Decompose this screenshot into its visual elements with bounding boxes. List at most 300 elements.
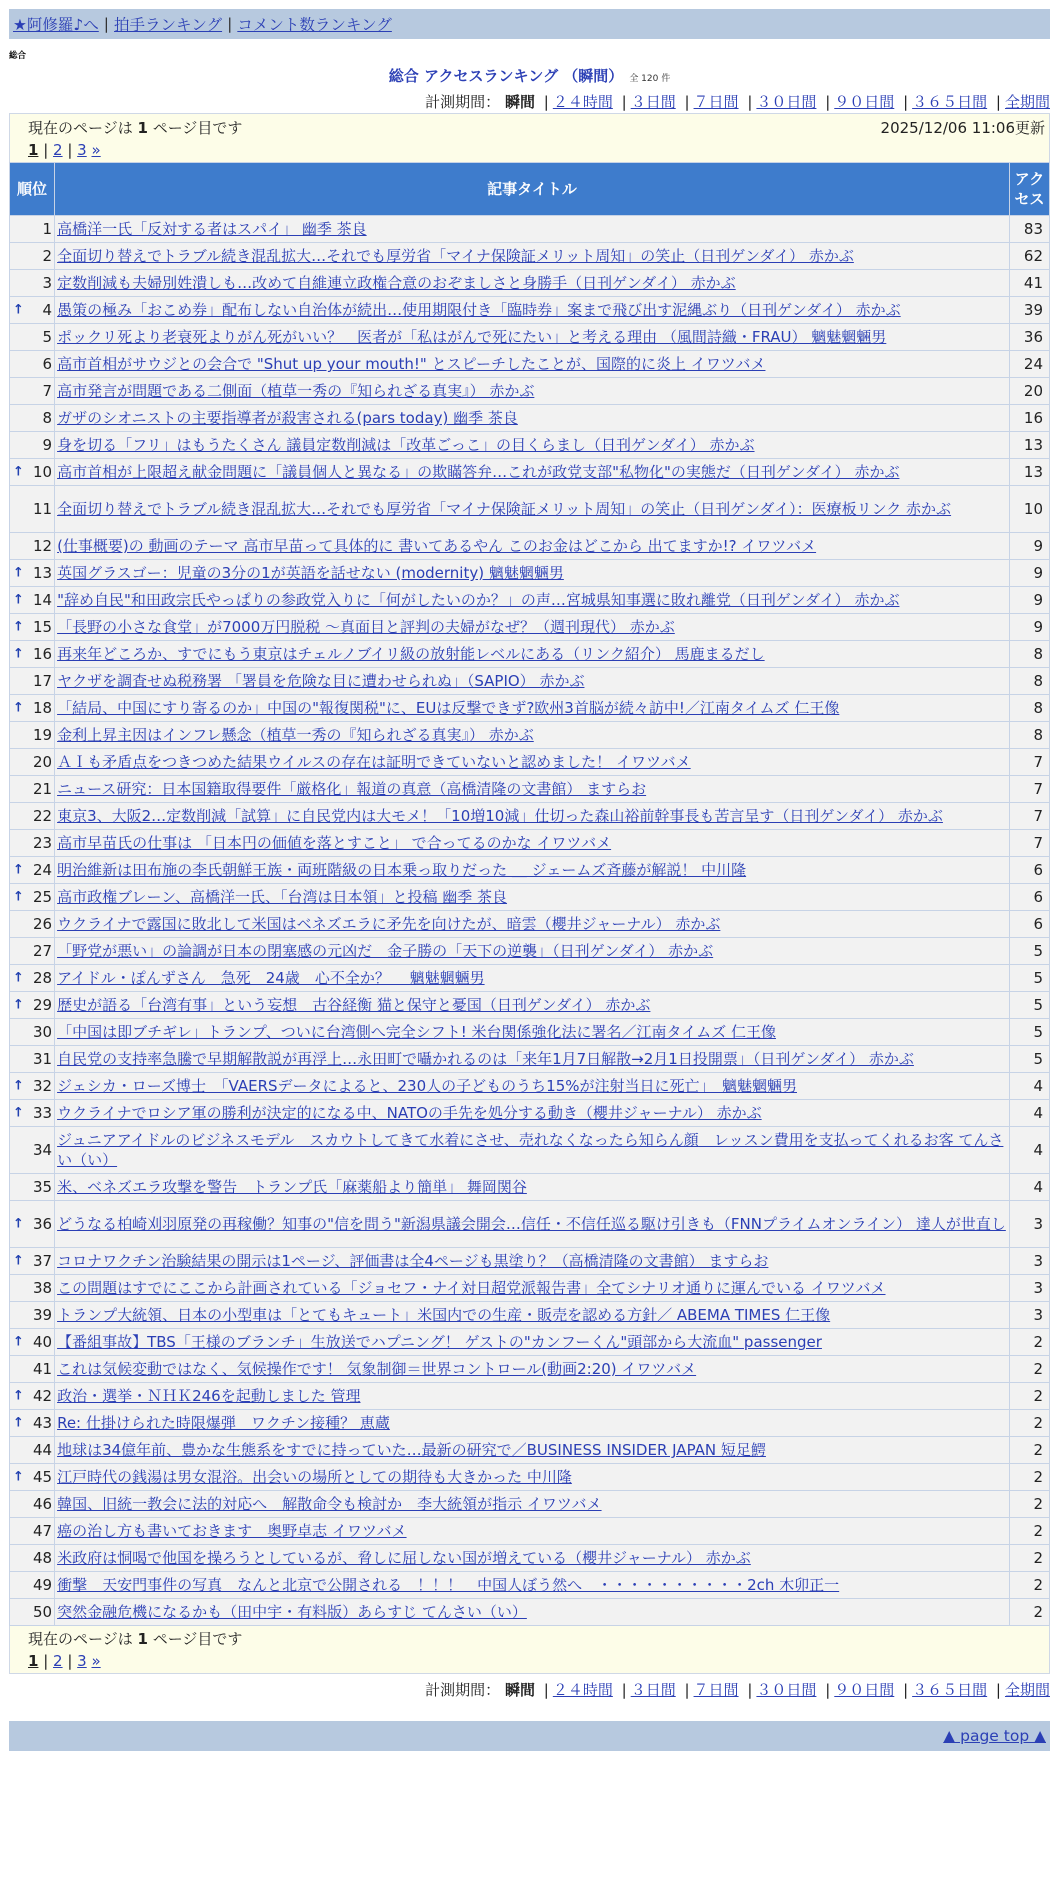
rank-number: 34 [32,1141,53,1159]
rank-up-arrow-icon: ↑ [13,1334,24,1350]
rank-cell [10,1019,54,1045]
rank-cell [10,938,54,964]
title-cell [55,722,1009,748]
period-link-3d[interactable]: ３日間 [630,1681,676,1699]
period-link-90d[interactable]: ９０日間 [834,1681,895,1699]
period-separator: | [825,1681,831,1699]
access-count: 5 [1010,1046,1049,1072]
rank-number: 40 [32,1333,53,1351]
article-title-link[interactable]: 身を切る「フリ」はもうたくさん 議員定数削減は「改革ごっこ」の目くらまし（日刊ゲンダイ） 赤かぶ [57,436,755,454]
nav-link-clap-ranking[interactable]: 拍手ランキング [114,16,223,34]
page-top-link[interactable]: ▲ page top ▲ [943,1727,1046,1745]
rank-up-arrow-icon: ↑ [13,464,24,480]
rank-number: 23 [32,834,53,852]
article-title-link[interactable]: ジェシカ・ローズ博士 「VAERSデータによると、230人の子どものうち15%が注射当日に死亡」 魑魅魍魎男 [57,1077,797,1095]
rank-number: 45 [32,1468,53,1486]
access-count: 7 [1010,830,1049,856]
title-cell [55,351,1009,377]
article-title-link[interactable]: 衝撃 天安門事件の写真 なんと北京で公開される ！！！ 中国人ぼう然へ ・・・・・・・・・・2ch 木卯正一 [57,1576,840,1594]
rank-cell [10,1174,54,1200]
ranking-table-body [10,216,1049,1625]
nav-link-comment-ranking[interactable]: コメント数ランキング [237,16,392,34]
rank-cell [10,216,54,242]
table-row [10,1073,1049,1099]
rank-cell [10,486,54,532]
rank-up-arrow-icon: ↑ [13,565,24,581]
article-title-link[interactable]: 金利上昇主因はインフレ懸念（植草一秀の『知られざる真実』） 赤かぶ [57,726,534,744]
title-cell [55,1019,1009,1045]
access-count: 9 [1010,560,1049,586]
rank-number: 15 [32,618,53,636]
title-cell [55,1248,1009,1274]
access-count: 8 [1010,641,1049,667]
period-link-24h[interactable]: ２４時間 [552,93,613,111]
rank-up-arrow-icon: ↑ [13,1388,24,1404]
rank-number: 13 [32,564,53,582]
article-title-link[interactable]: ウクライナでロシア軍の勝利が決定的になる中、NATOの手先を処分する動き（櫻井ジャーナル） 赤かぶ [57,1104,762,1122]
title-cell [55,1302,1009,1328]
article-title-link[interactable]: ジュニアアイドルのビジネスモデル スカウトしてきて水着にさせ、売れなくなったら知らん顔 レッスン費用を支払ってくれるお客 てんさい（い） [57,1131,1004,1169]
article-title-link[interactable]: 東京3、大阪2…定数削減「試算」に自民党内は大モメ！「10増10減」仕切った森山裕前幹事長も苦言呈す（日刊ゲンダイ） 赤かぶ [57,807,943,825]
rank-cell [10,803,54,829]
pager-next-link[interactable]: » [91,1652,101,1670]
title-cell [55,486,1009,532]
article-title-link[interactable]: 高市発言が問題である二側面（植草一秀の『知られざる真実』） 赤かぶ [57,382,535,400]
page-title: 総合 アクセスランキング （瞬間） [388,67,624,85]
title-cell [55,1046,1009,1072]
updated-timestamp: 2025/12/06 11:06更新 [880,119,1045,137]
rank-number: 35 [32,1178,53,1196]
page-status-number: 1 [137,1630,148,1648]
access-count: 9 [1010,533,1049,559]
article-title-link[interactable]: 英国グラスゴー：児童の3分の1が英語を話せない (modernity) 魑魅魍魎男 [57,564,564,582]
access-count: 8 [1010,668,1049,694]
table-row [10,776,1049,802]
title-cell [55,938,1009,964]
article-title-link[interactable]: 「結局、中国にすり寄るのか」中国の"報復関税"に、EUは反撃できず?欧州3首脳が続々訪中!／江南タイムズ 仁王像 [57,699,840,717]
article-title-link[interactable]: 歴史が語る「台湾有事」という妄想 古谷経衡 猫と保守と憂国（日刊ゲンダイ） 赤かぶ [57,996,651,1014]
article-title-link[interactable]: 癌の治し方も書いておきます 奥野卓志 イワツバメ [57,1522,407,1540]
rank-number: 36 [32,1215,53,1233]
rank-cell [10,1275,54,1301]
table-row [10,378,1049,404]
title-cell [55,1572,1009,1598]
page-status-number: 1 [137,119,148,137]
rank-number: 41 [32,1360,53,1378]
title-cell [55,614,1009,640]
rank-number: 14 [32,591,53,609]
article-title-link[interactable]: 全面切り替えでトラブル続き混乱拡大…それでも厚労省「マイナ保険証メリット周知」の笑止（日刊ゲンダイ） 赤かぶ [57,247,854,265]
category-label: 総合 [9,51,27,61]
title-cell [55,1383,1009,1409]
title-cell [55,1599,1009,1625]
rank-cell [10,1383,54,1409]
article-title-link[interactable]: 全面切り替えでトラブル続き混乱拡大…それでも厚労省「マイナ保険証メリット周知」の笑止（日刊ゲンダイ）：医療板リンク 赤かぶ [57,500,952,518]
title-cell [55,297,1009,323]
pager-link-page-2[interactable]: 2 [53,1652,63,1670]
access-count: 24 [1010,351,1049,377]
table-row [10,884,1049,910]
title-cell [55,992,1009,1018]
table-row [10,1410,1049,1436]
rank-number: 19 [32,726,53,744]
rank-cell [10,1248,54,1274]
table-row [10,1518,1049,1544]
table-row [10,749,1049,775]
rank-up-arrow-icon: ↑ [13,862,24,878]
rank-number: 39 [32,1306,53,1324]
title-cell [55,270,1009,296]
table-row [10,992,1049,1018]
article-title-link[interactable]: 韓国、旧統一教会に法的対応へ 解散命令も検討か 李大統領が指示 イワツバメ [57,1495,602,1513]
period-link-7d[interactable]: ７日間 [693,93,739,111]
rank-number: 25 [32,888,53,906]
rank-cell [10,1356,54,1382]
rank-cell [10,1545,54,1571]
rank-cell [10,587,54,613]
access-count: 5 [1010,992,1049,1018]
rank-number: 2 [42,247,53,265]
rank-cell [10,749,54,775]
table-row [10,1275,1049,1301]
rank-number: 11 [32,500,53,518]
period-separator: | [621,93,627,111]
article-title-link[interactable]: 自民党の支持率急騰で早期解散説が再浮上…永田町で囁かれるのは「来年1月7日解散→2月1日投開票」（日刊ゲンダイ） 赤かぶ [57,1050,914,1068]
article-title-link[interactable]: 定数削減も夫婦別姓潰しも…改めて自維連立政権合意のおぞましさと身勝手（日刊ゲンダイ） 赤かぶ [57,274,736,292]
period-separator: | [995,93,1001,111]
period-selector-top [9,91,1050,113]
table-row [10,1383,1049,1409]
rank-cell [10,857,54,883]
rank-number: 27 [32,942,53,960]
rank-cell [10,1518,54,1544]
access-count: 2 [1010,1491,1049,1517]
rank-cell [10,560,54,586]
article-title-link[interactable]: アイドル・ぽんずさん 急死 24歳 心不全か？ 魑魅魍魎男 [57,969,485,987]
rank-number: 18 [32,699,53,717]
rank-cell [10,1201,54,1247]
pager-current-page: 1 [28,1652,39,1670]
rank-up-arrow-icon: ↑ [13,970,24,986]
article-title-link[interactable]: 愚策の極み「おこめ券」配布しない自治体が続出…使用期限付き「臨時券」案まで飛び出す泥縄ぶり（日刊ゲンダイ） 赤かぶ [57,301,901,319]
rank-number: 9 [42,436,53,454]
title-cell [55,1545,1009,1571]
access-count: 2 [1010,1329,1049,1355]
access-count: 41 [1010,270,1049,296]
period-label: 計測期間： [425,93,501,111]
table-row [10,587,1049,613]
rank-number: 46 [32,1495,53,1513]
rank-cell [10,722,54,748]
period-link-7d[interactable]: ７日間 [693,1681,739,1699]
pager-link-page-3[interactable]: 3 [77,141,87,159]
article-title-link[interactable]: これは気候変動ではなく、気候操作です！ 気象制御＝世界コントロール(動画2:20) イワツバメ [57,1360,697,1378]
period-link-3d[interactable]: ３日間 [630,93,676,111]
title-cell [55,216,1009,242]
rank-number: 10 [32,463,53,481]
rank-number: 22 [32,807,53,825]
table-row [10,297,1049,323]
access-count: 39 [1010,297,1049,323]
rank-number: 26 [32,915,53,933]
rank-number: 20 [32,753,53,771]
access-count: 9 [1010,587,1049,613]
table-row [10,1545,1049,1571]
rank-cell [10,1127,54,1173]
pager-current-page: 1 [28,141,39,159]
table-row [10,1464,1049,1490]
rank-cell [10,297,54,323]
access-count: 4 [1010,1073,1049,1099]
table-row [10,533,1049,559]
table-row [10,1248,1049,1274]
rank-up-arrow-icon: ↑ [13,997,24,1013]
title-cell [55,803,1009,829]
article-title-link[interactable]: ウクライナで露国に敗北して米国はベネズエラに矛先を向けたが、暗雲（櫻井ジャーナル） 赤かぶ [57,915,721,933]
table-row [10,857,1049,883]
rank-number: 50 [32,1603,53,1621]
rank-number: 38 [32,1279,53,1297]
rank-cell [10,270,54,296]
rank-cell [10,1464,54,1490]
article-title-link[interactable]: 政治・選挙・ＮＨＫ246を起動しました 管理 [57,1387,361,1405]
period-link-90d[interactable]: ９０日間 [834,93,895,111]
rank-cell [10,351,54,377]
period-link-all[interactable]: 全期間 [1004,93,1050,111]
article-title-link[interactable]: 地球は34億年前、豊かな生態系をすでに持っていた…最新の研究で／BUSINESS INSIDER JAPAN 短足鰐 [57,1441,766,1459]
article-title-link[interactable]: ニュース研究：日本国籍取得要件「厳格化」報道の真意（高橋清隆の文書館） ますらお [57,780,647,798]
page-status-prefix: 現在のページは [28,119,133,137]
title-cell [55,1491,1009,1517]
access-count: 5 [1010,938,1049,964]
rank-up-arrow-icon: ↑ [13,302,24,318]
period-separator: | [903,1681,909,1699]
title-cell [55,324,1009,350]
table-row [10,938,1049,964]
rank-cell [10,1302,54,1328]
rank-cell [10,830,54,856]
rank-cell [10,1073,54,1099]
article-title-link[interactable]: 高橋洋一氏「反対する者はスパイ」 幽季 茶良 [57,220,367,238]
title-cell [55,857,1009,883]
ranking-title-line [9,65,1050,86]
rank-cell [10,1329,54,1355]
article-title-link[interactable]: 高市早苗氏の仕事は 「日本円の価値を落とすこと」 で合ってるのかな イワツバメ [57,834,612,852]
table-row [10,1100,1049,1126]
period-separator: | [747,93,753,111]
access-count: 36 [1010,324,1049,350]
title-cell [55,776,1009,802]
article-title-link[interactable]: どうなる柏崎刈羽原発の再稼働？知事の"信を問う"新潟県議会開会…信任・不信任巡る駆け引きも（FNNプライムオンライン） 達人が世直し [57,1215,1006,1233]
pager-link-page-3[interactable]: 3 [77,1652,87,1670]
access-count: 3 [1010,1248,1049,1274]
pager-link-page-2[interactable]: 2 [53,141,63,159]
article-title-link[interactable]: ＡＩも矛盾点をつきつめた結果ウイルスの存在は証明できていないと認めました！ イワツバメ [57,753,691,771]
rank-number: 5 [42,328,53,346]
article-title-link[interactable]: 「中国は即ブチギレ」トランプ、ついに台湾側へ完全シフト! 米台関係強化法に署名／江南タイムズ 仁王像 [57,1023,776,1041]
rank-up-arrow-icon: ↑ [13,1105,24,1121]
access-count: 3 [1010,1201,1049,1247]
title-cell [55,459,1009,485]
article-title-link[interactable]: 突然金融危機になるかも（田中宇・有料版）あらすじ てんさい（い） [57,1603,527,1621]
rank-cell [10,965,54,991]
pager-next-link[interactable]: » [91,141,101,159]
access-count: 2 [1010,1356,1049,1382]
title-cell [55,695,1009,721]
period-link-30d[interactable]: ３０日間 [756,93,817,111]
rank-cell [10,884,54,910]
rank-up-arrow-icon: ↑ [13,619,24,635]
article-title-link[interactable]: 米、ベネズエラ攻撃を警告 トランプ氏「麻薬船より簡単」 舞岡関谷 [57,1178,527,1196]
access-count: 20 [1010,378,1049,404]
period-separator: | [903,93,909,111]
page-status [28,1628,242,1650]
table-row [10,324,1049,350]
access-count: 2 [1010,1572,1049,1598]
article-title-link[interactable]: ガザのシオニストの主要指導者が殺害される(pars today) 幽季 茶良 [57,409,518,427]
table-row [10,1046,1049,1072]
period-current: 瞬間 [504,1681,535,1699]
footer-bar [9,1721,1050,1751]
rank-number: 42 [32,1387,53,1405]
article-title-link[interactable]: 「長野の小さな食堂」が7000万円脱税 ～真面目と評判の夫婦がなぜ？（週刊現代） 赤かぶ [57,618,675,636]
table-row [10,1019,1049,1045]
table-row [10,216,1049,242]
title-cell [55,378,1009,404]
rank-cell [10,776,54,802]
table-row [10,1329,1049,1355]
period-separator: | [995,1681,1001,1699]
rank-cell [10,533,54,559]
period-link-30d[interactable]: ３０日間 [756,1681,817,1699]
nav-separator: | [103,15,110,33]
nav-link-home[interactable]: ★阿修羅♪へ [13,16,99,34]
access-count: 7 [1010,749,1049,775]
access-count: 6 [1010,884,1049,910]
period-selector-bottom [9,1679,1050,1701]
rank-number: 48 [32,1549,53,1567]
title-cell [55,911,1009,937]
article-title-link[interactable]: 再来年どころか、すでにもう東京はチェルノブイリ級の放射能レベルにある（リンク紹介） 馬鹿まるだし [57,645,765,663]
rank-number: 30 [32,1023,53,1041]
access-count: 62 [1010,243,1049,269]
table-row [10,830,1049,856]
period-link-all[interactable]: 全期間 [1004,1681,1050,1699]
article-title-link[interactable]: 高市首相がサウジとの会合で "Shut up your mouth!" とスピーチしたことが、国際的に炎上 イワツバメ [57,355,766,373]
period-separator: | [825,93,831,111]
rank-cell [10,1491,54,1517]
article-title-link[interactable]: ポックリ死より老衰死よりがん死がいい？ 医者が「私はがんで死にたい」と考える理由 （風間詩織・FRAU） 魑魅魍魎男 [57,328,887,346]
rank-cell [10,459,54,485]
article-title-link[interactable]: 米政府は恫喝で他国を操ろうとしているが、脅しに屈しない国が増えている（櫻井ジャーナル） 赤かぶ [57,1549,751,1567]
rank-cell [10,1437,54,1463]
rank-cell [10,243,54,269]
title-cell [55,641,1009,667]
article-title-link[interactable]: (仕事概要)の 動画のテーマ 高市早苗って具体的に 書いてあるやん このお金はどこから 出てますか!? イワツバメ [57,537,817,555]
article-title-link[interactable]: 【番組事故】TBS「王様のブランチ」生放送でハプニング！ ゲストの"カンフーくん"頭部から大流血" passenger [57,1333,822,1351]
rank-number: 49 [32,1576,53,1594]
access-count: 2 [1010,1437,1049,1463]
period-separator: | [543,93,549,111]
period-link-24h[interactable]: ２４時間 [552,1681,613,1699]
article-title-link[interactable]: ヤクザを調査せぬ税務署 「署員を危険な目に遭わせられぬ」（SAPIO） 赤かぶ [57,672,585,690]
access-count: 8 [1010,722,1049,748]
table-row [10,560,1049,586]
table-row [10,1302,1049,1328]
title-cell [55,533,1009,559]
rank-number: 37 [32,1252,53,1270]
article-title-link[interactable]: 高市政権ブレーン、高橋洋一氏、「台湾は日本領」と投稿 幽季 茶良 [57,888,508,906]
access-count: 6 [1010,857,1049,883]
rank-number: 32 [32,1077,53,1095]
title-cell [55,1275,1009,1301]
article-title-link[interactable]: 「野党が悪い」の論調が日本の閉塞感の元凶だ 金子勝の「天下の逆襲」（日刊ゲンダイ） 赤かぶ [57,942,714,960]
title-cell [55,1073,1009,1099]
rank-number: 33 [32,1104,53,1122]
period-current: 瞬間 [504,93,535,111]
article-title-link[interactable]: "辞め自民"和田政宗氏やっぱりの参政党入りに「何がしたいのか？」の声…宮城県知事選に敗れ離党（日刊ゲンダイ） 赤かぶ [57,591,900,609]
rank-up-arrow-icon: ↑ [13,889,24,905]
rank-cell [10,324,54,350]
rank-number: 4 [42,301,53,319]
access-count: 16 [1010,405,1049,431]
rank-number: 8 [42,409,53,427]
rank-cell [10,1100,54,1126]
article-title-link[interactable]: 江戸時代の銭湯は男女混浴。出会いの場所としての期待も大きかった 中川隆 [57,1468,572,1486]
col-header-access: アクセス [1010,163,1049,215]
article-title-link[interactable]: トランプ大統領、日本の小型車は「とてもキュート」米国内での生産・販売を認める方針／ ABEMA TIMES 仁王像 [57,1306,831,1324]
pager-bottom: 現在のページは 1 ページ目です 1 | 2 | 3 » [9,1626,1050,1674]
period-separator: | [621,1681,627,1699]
table-row [10,351,1049,377]
table-row [10,1174,1049,1200]
rank-number: 12 [32,537,53,555]
nav-separator: | [227,15,233,33]
access-count: 2 [1010,1383,1049,1409]
period-link-365d[interactable]: ３６５日間 [912,93,988,111]
title-cell [55,1100,1009,1126]
rank-cell [10,378,54,404]
period-link-365d[interactable]: ３６５日間 [912,1681,988,1699]
period-separator: | [543,1681,549,1699]
rank-number: 21 [32,780,53,798]
access-count: 13 [1010,459,1049,485]
rank-number: 1 [42,220,53,238]
access-count: 4 [1010,1127,1049,1173]
col-header-rank: 順位 [10,163,54,215]
top-nav-bar [9,9,1050,39]
article-title-link[interactable]: 高市首相が上限超え献金問題に「議員個人と異なる」の欺瞞答弁…これが政党支部"私物化"の実態だ（日刊ゲンダイ） 赤かぶ [57,463,900,481]
rank-cell [10,641,54,667]
rank-cell [10,992,54,1018]
rank-cell [10,1046,54,1072]
article-title-link[interactable]: この問題はすでにここから計画されている「ジョセフ・ナイ対日超党派報告書」全てシナリオ通りに運んでいる イワツバメ [57,1279,886,1297]
article-title-link[interactable]: コロナワクチン治験結果の開示は1ページ、評価書は全4ページも黒塗り？（高橋清隆の文書館） ますらお [57,1252,769,1270]
title-cell [55,1410,1009,1436]
article-title-link[interactable]: 明治維新は田布施の李氏朝鮮王族・両班階級の日本乗っ取りだった ＿ ジェームズ斉藤が解説！ 中川隆 [57,861,747,879]
access-count: 8 [1010,695,1049,721]
article-title-link[interactable]: Re: 仕掛けられた時限爆弾 ワクチン接種？ 恵蔵 [57,1414,390,1432]
table-row [10,1572,1049,1598]
title-cell [55,884,1009,910]
rank-cell [10,911,54,937]
rank-number: 44 [32,1441,53,1459]
access-count: 7 [1010,776,1049,802]
col-header-title: 記事タイトル [55,163,1009,215]
title-cell [55,405,1009,431]
access-count: 83 [1010,216,1049,242]
title-cell [55,1437,1009,1463]
